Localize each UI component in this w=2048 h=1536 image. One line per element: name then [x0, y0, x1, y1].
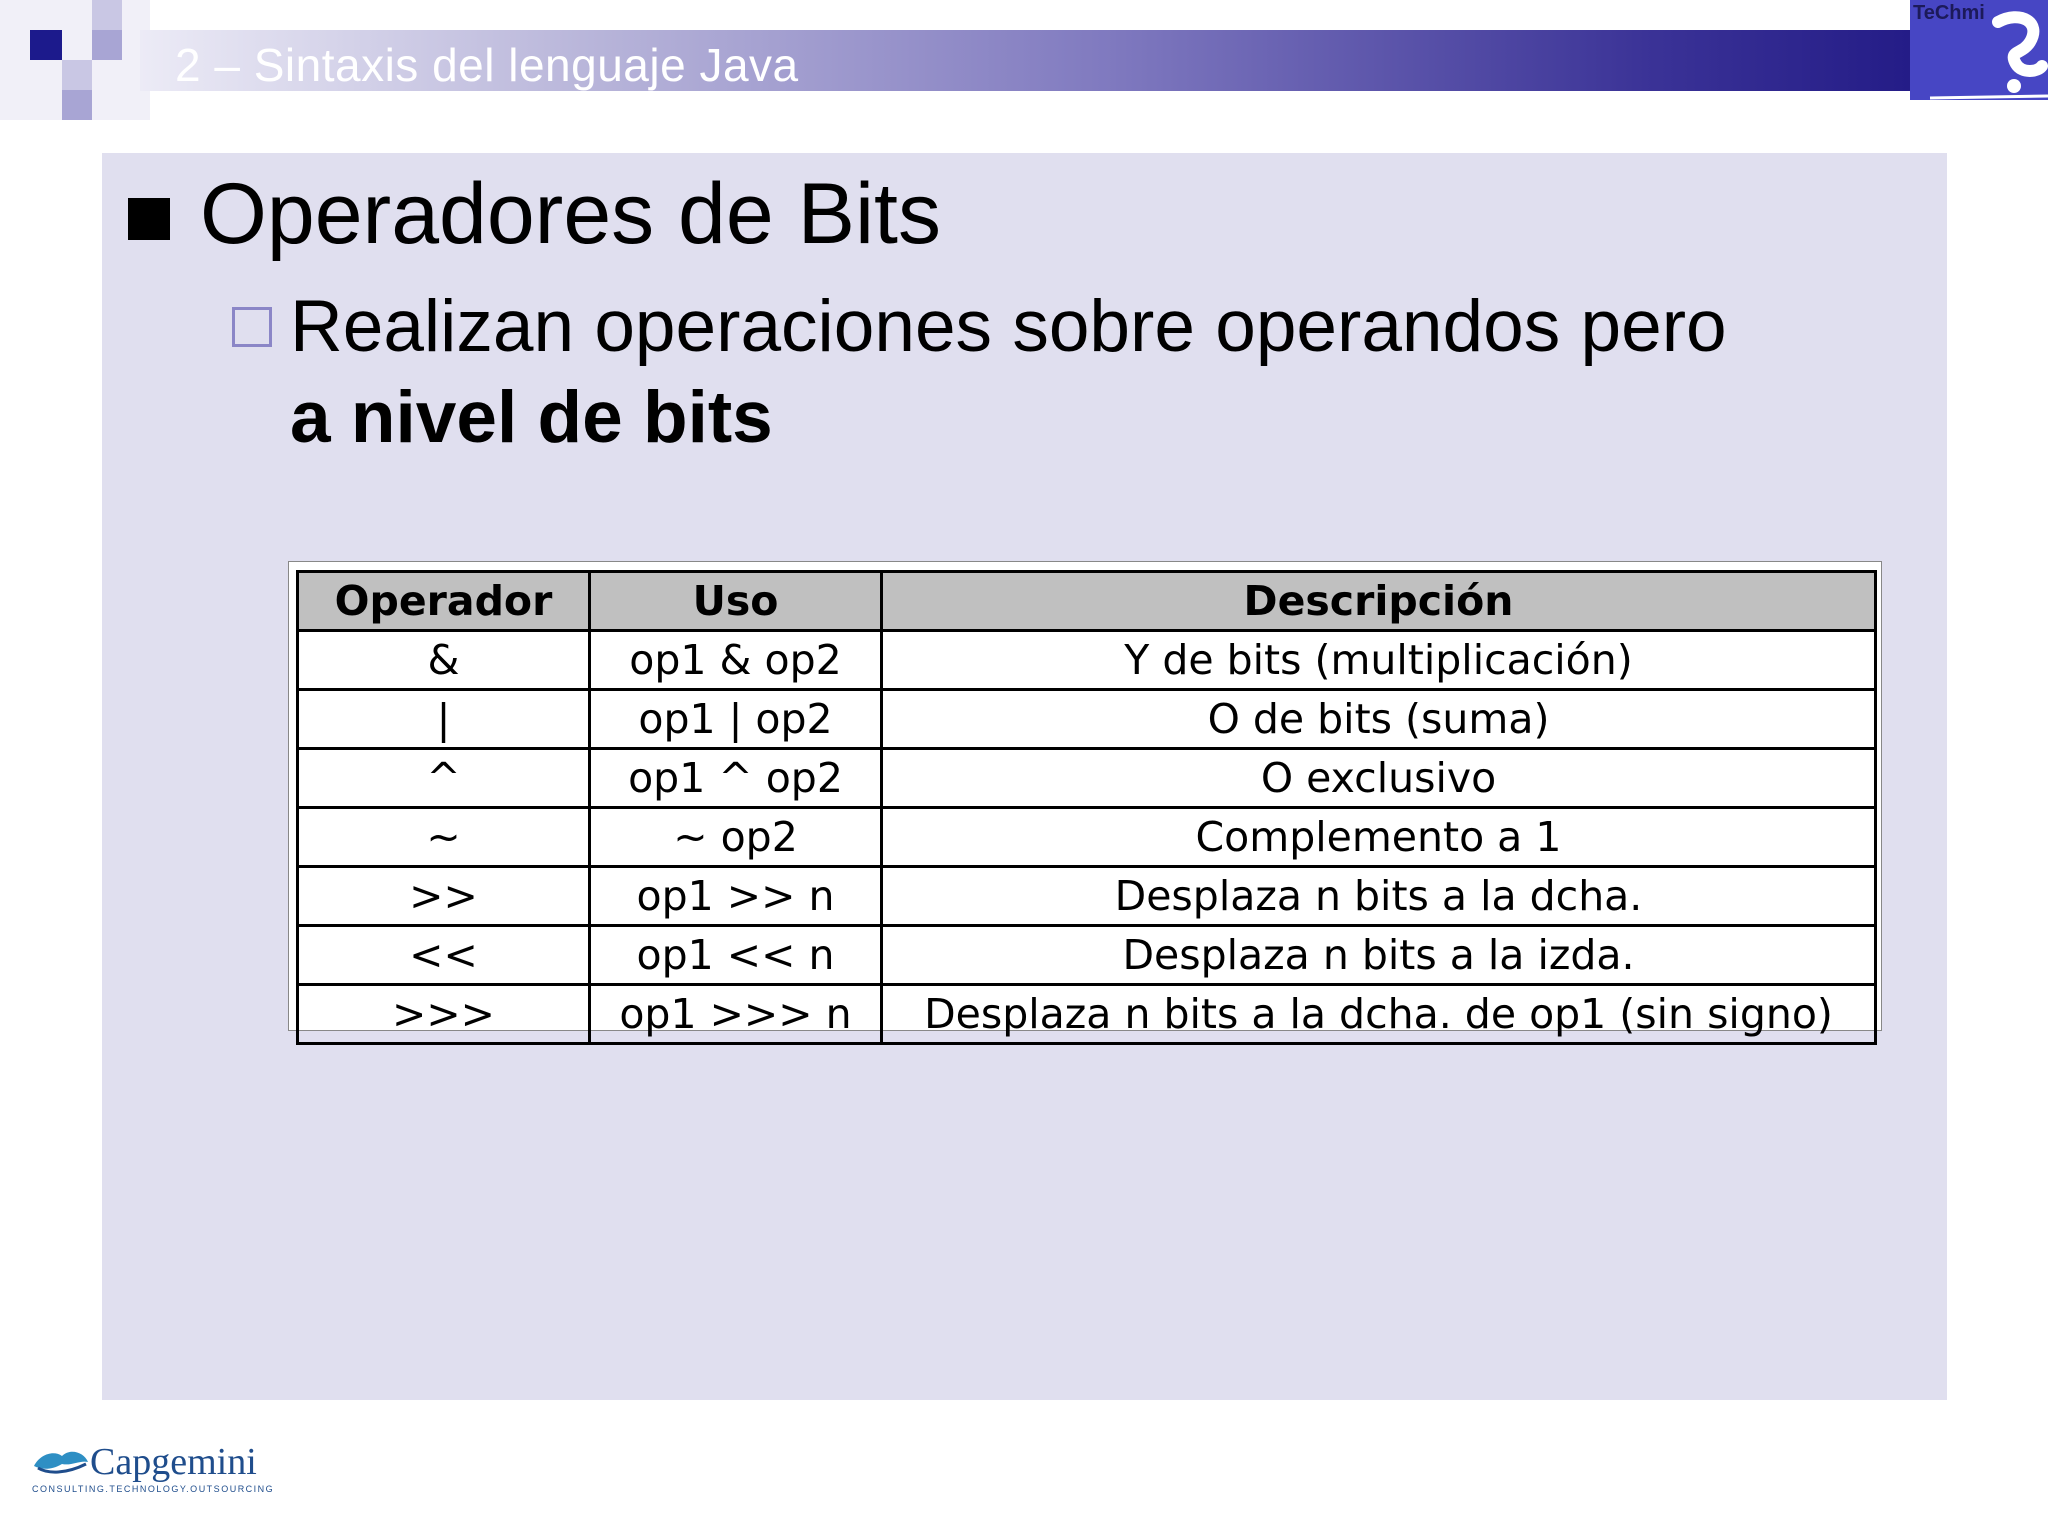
operator-cell: &	[298, 631, 590, 690]
table-header-row	[298, 572, 1876, 631]
operator-cell: |	[298, 690, 590, 749]
header-uso: Uso	[590, 572, 882, 631]
header-descripcion: Descripción	[882, 572, 1876, 631]
subpoint-text: Realizan operaciones sobre operandos pero	[290, 286, 1727, 367]
decor-square	[62, 60, 92, 90]
table-row	[298, 808, 1876, 867]
decor-square	[30, 30, 62, 60]
operator-cell: ~	[298, 808, 590, 867]
table-row	[298, 690, 1876, 749]
hollow-square-bullet-icon	[232, 307, 272, 347]
usage-cell: op1 ^ op2	[590, 749, 882, 808]
table-row	[298, 926, 1876, 985]
description-cell: Desplaza n bits a la izda.	[882, 926, 1876, 985]
description-cell: Y de bits (multiplicación)	[882, 631, 1876, 690]
description-cell: Desplaza n bits a la dcha. de op1 (sin signo)	[882, 985, 1876, 1044]
description-cell: O de bits (suma)	[882, 690, 1876, 749]
usage-cell: op1 | op2	[590, 690, 882, 749]
header-operador: Operador	[298, 572, 590, 631]
operator-cell: >>	[298, 867, 590, 926]
table-row	[298, 749, 1876, 808]
usage-cell: ~ op2	[590, 808, 882, 867]
description-cell: Desplaza n bits a la dcha.	[882, 867, 1876, 926]
description-cell: Complemento a 1	[882, 808, 1876, 867]
table-row	[298, 631, 1876, 690]
subpoint-emphasis: a nivel de bits	[290, 377, 773, 458]
usage-cell: op1 & op2	[590, 631, 882, 690]
capgemini-logo-icon	[32, 1444, 92, 1484]
table-row	[298, 867, 1876, 926]
bit-operators-table	[296, 570, 1877, 1045]
techmi-logo-text: TeChmi	[1913, 2, 1985, 24]
usage-cell: op1 >>> n	[590, 985, 882, 1044]
operator-cell: >>>	[298, 985, 590, 1044]
slide-heading: Operadores de Bits	[200, 166, 941, 262]
decor-square	[92, 30, 122, 60]
operator-cell: ^	[298, 749, 590, 808]
capgemini-tagline: CONSULTING.TECHNOLOGY.OUTSOURCING	[32, 1484, 275, 1494]
capgemini-logo-text: Capgemini	[90, 1441, 257, 1483]
table-row	[298, 985, 1876, 1044]
operator-cell: <<	[298, 926, 590, 985]
description-cell: O exclusivo	[882, 749, 1876, 808]
square-bullet-icon	[128, 198, 170, 240]
usage-cell: op1 << n	[590, 926, 882, 985]
usage-cell: op1 >> n	[590, 867, 882, 926]
decor-square	[92, 0, 122, 30]
slide-header-title: 2 – Sintaxis del lenguaje Java	[175, 39, 799, 91]
decor-square	[62, 90, 92, 120]
